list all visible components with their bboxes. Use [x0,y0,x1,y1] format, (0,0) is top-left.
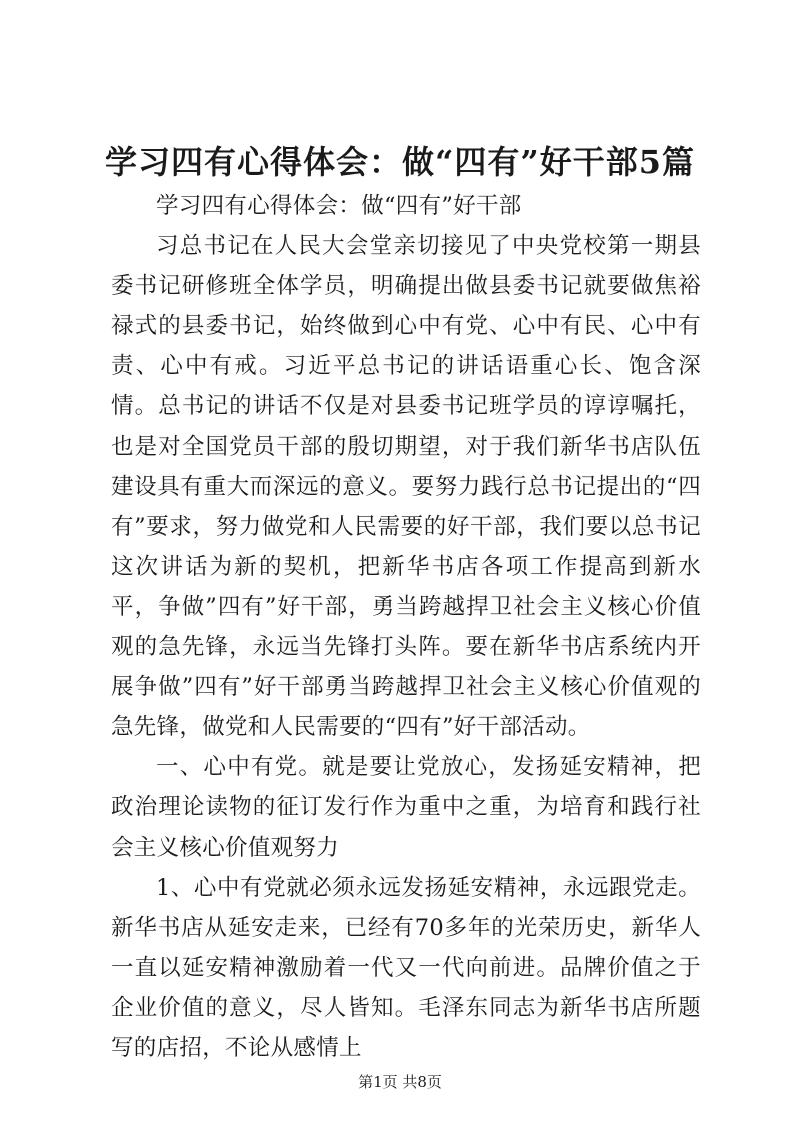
body-paragraph: 习总书记在人民大会堂亲切接见了中央党校第一期县委书记研修班全体学员，明确提出做县委书记就要做焦裕禄式的县委书记，始终做到心中有党、心中有民、心中有责、心中有戒。习近平总书记的讲话语重心长、饱含深情。总书记的讲话不仅是对县委书记班学员的谆谆嘱托，也是对全国党员干部的殷切期望，对于我们新华书店队伍建设具有重大而深远的意义。要努力践行总书记提出的“四有”要求，努力做党和人民需要的好干部，我们要以总书记这次讲话为新的契机，把新华书店各项工作提高到新水平，争做”四有”好干部，勇当跨越捍卫社会主义核心价值观的急先锋，永远当先锋打头阵。要在新华书店系统内开展争做”四有”好干部勇当跨越捍卫社会主义核心价值观的急先锋，做党和人民需要的“四有”好干部活动。 [111,233,701,741]
page-number-footer: 第1页 共8页 [358,1073,442,1091]
body-paragraph: 1、心中有党就必须永远发扬延安精神，永远跟党走。新华书店从延安走来，已经有70多年的光荣历史，新华人一直以延安精神激励着一代又一代向前进。品牌价值之于企业价值的意义，尽人皆知。毛泽东同志为新华书店所题写的店招，不论从感情上 [111,874,701,1061]
document-body [111,186,701,1068]
document-title: 学习四有心得体会：做“四有”好干部5篇 [104,143,696,181]
body-paragraph: 一、心中有党。就是要让党放心，发扬延安精神，把政治理论读物的征订发行作为重中之重，为培育和践行社会主义核心价值观努力 [111,754,701,861]
subtitle-paragraph: 学习四有心得体会：做“四有”好干部 [156,193,522,219]
